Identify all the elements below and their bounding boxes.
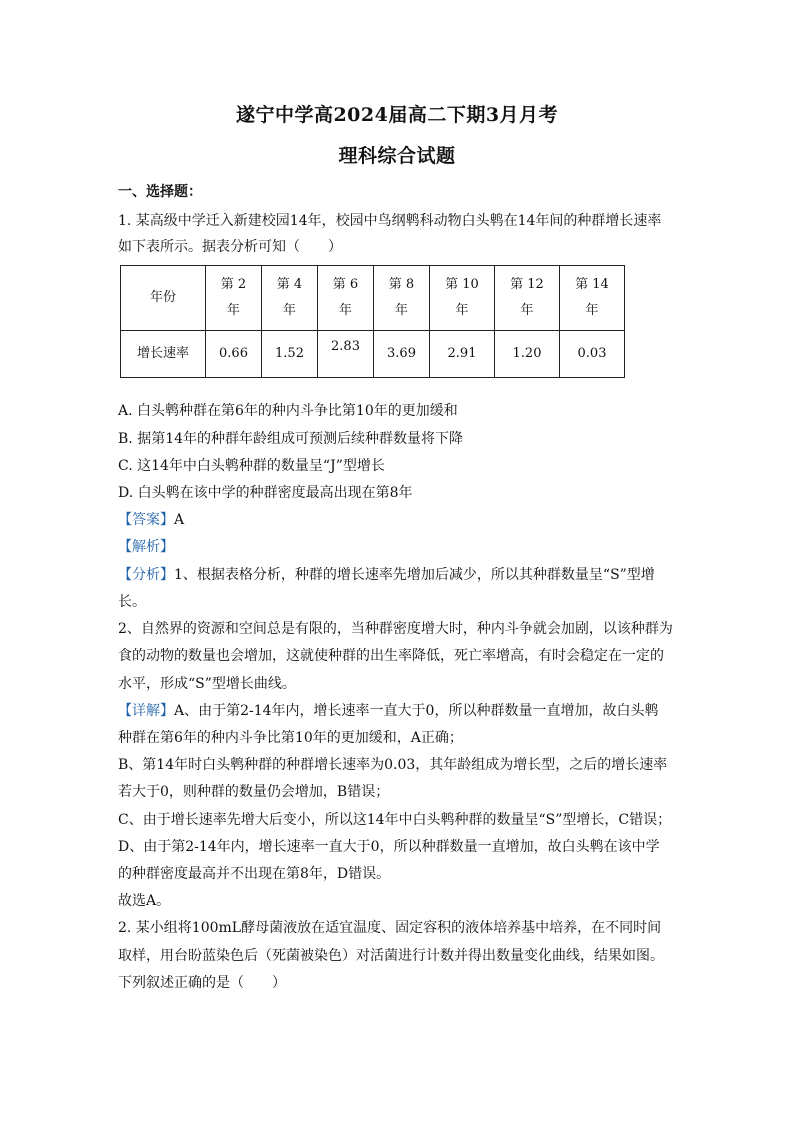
q1-option-d: D. 白头鹎在该中学的种群密度最高出现在第8年 bbox=[118, 485, 413, 501]
detail-label: 【详解】 bbox=[118, 703, 174, 719]
table-cell-year: 第 4 年 bbox=[262, 266, 318, 331]
q2-stem-line-1: 2. 某小组将100mL酵母菌液放在适宜温度、固定容积的液体培养基中培养，在不同时间 bbox=[118, 920, 662, 936]
answer-value: A bbox=[174, 512, 185, 528]
fenxi-line-1: 【分析】1、根据表格分析，种群的增长速率先增加后减少，所以其种群数量呈“S”型增 bbox=[118, 567, 655, 583]
detail-line-2: 种群在第6年的种内斗争比第10年的更加缓和，A正确； bbox=[118, 730, 463, 746]
table-cell-rate: 0.03 bbox=[560, 331, 625, 378]
q1-stem-line-1: 1. 某高级中学迁入新建校园14年，校园中鸟纲鹎科动物白头鹎在14年间的种群增长速率 bbox=[118, 213, 662, 229]
exam-subtitle: 理科综合试题 bbox=[338, 145, 456, 167]
table-cell-rate: 1.52 bbox=[262, 331, 318, 378]
para2-line-3: 水平，形成“S”型增长曲线。 bbox=[118, 676, 296, 692]
table-cell-year: 第 12 年 bbox=[495, 266, 560, 331]
detail-line-4: 若大于0，则种群的数量仍会增加，B错误； bbox=[118, 784, 390, 800]
table-cell-year: 第 8 年 bbox=[374, 266, 430, 331]
table-row-years bbox=[121, 266, 625, 331]
table-cell-rate: 0.66 bbox=[206, 331, 262, 378]
table-cell-year: 第 6 年 bbox=[318, 266, 374, 331]
table-cell-year: 第 10 年 bbox=[430, 266, 495, 331]
detail-line-3: B、第14年时白头鹎种群的种群增长速率为0.03，其年龄组成为增长型，之后的增长速率 bbox=[118, 757, 668, 773]
answer-label: 【答案】 bbox=[118, 512, 174, 528]
analysis-label: 【解析】 bbox=[118, 539, 174, 555]
table-cell-rate: 1.20 bbox=[495, 331, 560, 378]
conclusion-line: 故选A。 bbox=[118, 893, 171, 909]
exam-title: 遂宁中学高2024届高二下期3月月考 bbox=[235, 104, 559, 126]
table-cell-year: 第 14 年 bbox=[560, 266, 625, 331]
para2-line-1: 2、自然界的资源和空间总是有限的，当种群密度增大时，种内斗争就会加剧，以该种群为 bbox=[118, 621, 673, 637]
q1-option-a: A. 白头鹎种群在第6年的种内斗争比第10年的更加缓和 bbox=[118, 403, 458, 419]
q2-stem-line-2: 取样，用台盼蓝染色后（死菌被染色）对活菌进行计数并得出数量变化曲线，结果如图。 bbox=[118, 948, 664, 964]
table-cell-year: 第 2 年 bbox=[206, 266, 262, 331]
q1-option-c: C. 这14年中白头鹎种群的数量呈“J”型增长 bbox=[118, 458, 385, 474]
q2-stem-line-3: 下列叙述正确的是（ ） bbox=[118, 975, 286, 991]
table-cell-rate: 2.83 bbox=[318, 331, 374, 378]
table-cell-rate: 3.69 bbox=[374, 331, 430, 378]
para2-line-2: 食的动物的数量也会增加，这就使种群的出生率降低，死亡率增高，有时会稳定在一定的 bbox=[118, 648, 664, 664]
table-cell-rate: 2.91 bbox=[430, 331, 495, 378]
section-heading: 一、选择题： bbox=[118, 184, 202, 200]
table-header-rate: 增长速率 bbox=[121, 331, 206, 378]
detail-line-7: 的种群密度最高并不出现在第8年，D错误。 bbox=[118, 866, 391, 882]
answer-line bbox=[118, 510, 678, 530]
detail-line-5: C、由于增长速率先增大后变小，所以这14年中白头鹎种群的数量呈“S”型增长，C错误； bbox=[118, 812, 672, 828]
q1-stem-line-2: 如下表所示。据表分析可知（ ） bbox=[118, 239, 342, 255]
fenxi-line-2: 长。 bbox=[118, 594, 146, 610]
detail-line-6: D、由于第2-14年内，增长速率一直大于0，所以种群数量一直增加，故白头鹎在该中学 bbox=[118, 839, 660, 855]
growth-rate-table bbox=[120, 265, 625, 378]
fenxi-label: 【分析】 bbox=[118, 567, 174, 583]
table-header-year: 年份 bbox=[121, 266, 206, 331]
detail-line-1: 【详解】A、由于第2-14年内，增长速率一直大于0，所以种群数量一直增加，故白头鹎 bbox=[118, 703, 659, 719]
table-row-rates bbox=[121, 331, 625, 378]
q1-option-b: B. 据第14年的种群年龄组成可预测后续种群数量将下降 bbox=[118, 431, 464, 447]
